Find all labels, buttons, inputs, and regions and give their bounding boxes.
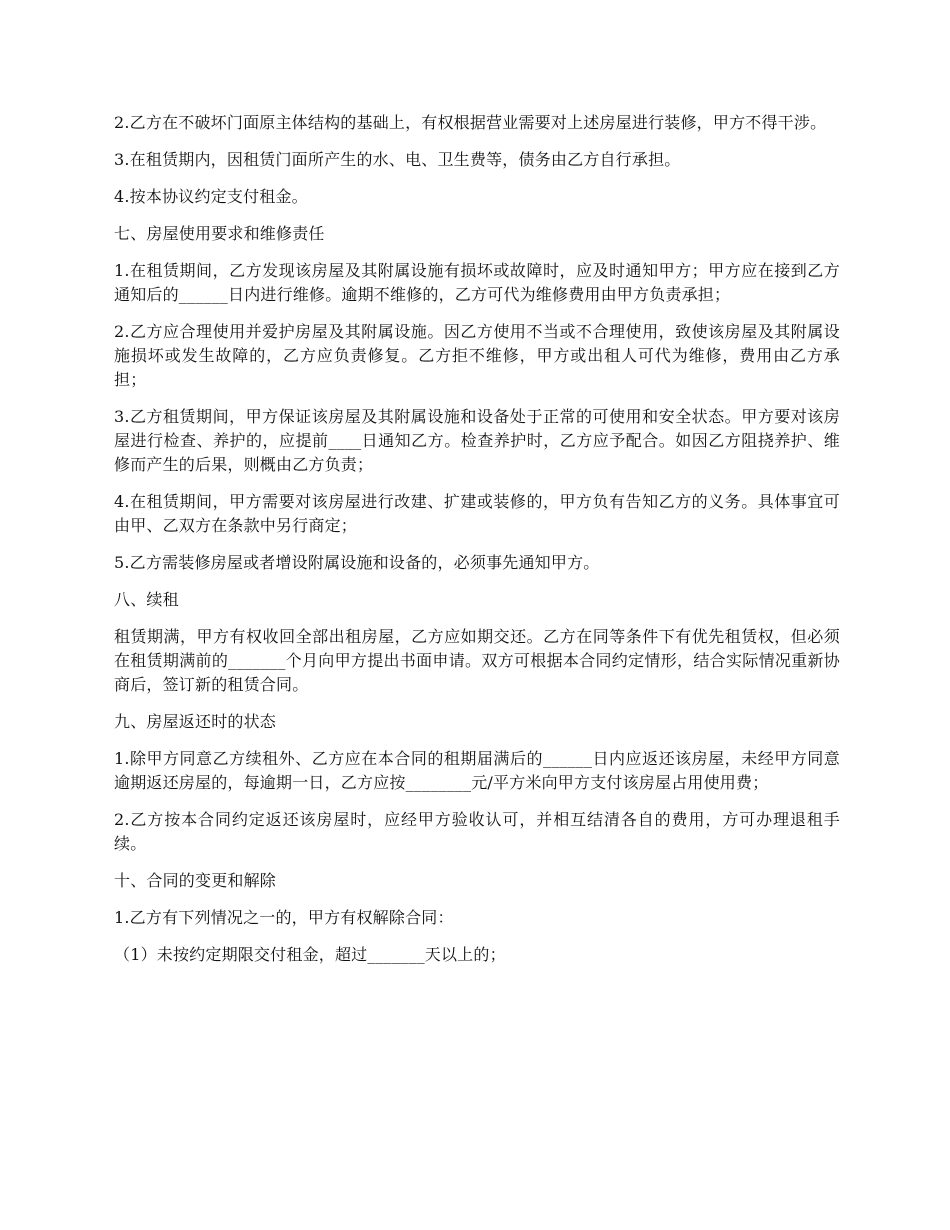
section-10-item-1: （1）未按约定期限交付租金，超过_______天以上的； bbox=[114, 945, 506, 964]
clause-3-utilities: 3.在租赁期内，因租赁门面所产生的水、电、卫生费等，债务由乙方自行承担。 bbox=[114, 150, 681, 169]
section-7-clause-5: 5.乙方需装修房屋或者增设附属设施和设备的，必须事先通知甲方。 bbox=[114, 553, 600, 572]
section-8-heading: 八、续租 bbox=[114, 590, 179, 609]
section-9-clause-2: 2.乙方按本合同约定返还该房屋时，应经甲方验收认可，并相互结清各自的费用，方可办理退租手续。 bbox=[114, 810, 840, 853]
section-7-heading: 七、房屋使用要求和维修责任 bbox=[114, 224, 325, 243]
section-7-clause-3: 3.乙方租赁期间，甲方保证该房屋及其附属设施和设备处于正常的可使用和安全状态。甲方要对该房屋进行检查、养护的，应提前____日通知乙方。检查养护时，乙方应予配合。如因乙方阻挠养护、维修而产生的后果，则概由乙方负责； bbox=[114, 407, 840, 474]
section-9-clause-1: 1.除甲方同意乙方续租外、乙方应在本合同的租期届满后的______日内应返还该房屋，未经甲方同意逾期返还房屋的，每逾期一日，乙方应按________元/平方米向甲方支付该房屋占用使用费； bbox=[114, 749, 840, 792]
section-9-heading: 九、房屋返还时的状态 bbox=[114, 712, 277, 731]
section-7-clause-2: 2.乙方应合理使用并爱护房屋及其附属设施。因乙方使用不当或不合理使用，致使该房屋及其附属设施损坏或发生故障的，乙方应负责修复。乙方拒不维修，甲方或出租人可代为维修，费用由乙方承担； bbox=[114, 322, 840, 389]
section-7-clause-1: 1.在租赁期间，乙方发现该房屋及其附属设施有损坏或故障时，应及时通知甲方；甲方应在接到乙方通知后的______日内进行维修。逾期不维修的，乙方可代为维修费用由甲方负责承担； bbox=[114, 261, 840, 304]
section-10-clause-1: 1.乙方有下列情况之一的，甲方有权解除合同： bbox=[114, 908, 454, 927]
document-page bbox=[114, 111, 840, 980]
section-7-clause-4: 4.在租赁期间，甲方需要对该房屋进行改建、扩建或装修的，甲方负有告知乙方的义务。具体事宜可由甲、乙双方在条款中另行商定； bbox=[114, 492, 840, 535]
clause-2-renovation: 2.乙方在不破坏门面原主体结构的基础上，有权根据营业需要对上述房屋进行装修，甲方不得干涉。 bbox=[114, 113, 827, 132]
section-8-body: 租赁期满，甲方有权收回全部出租房屋，乙方应如期交还。乙方在同等条件下有优先租赁权，但必须在租赁期满前的_______个月向甲方提出书面申请。双方可根据本合同约定情形，结合实际情况重新协商后，签订新的租赁合同。 bbox=[114, 627, 840, 694]
clause-4-rent-payment: 4.按本协议约定支付租金。 bbox=[114, 187, 308, 206]
section-10-heading: 十、合同的变更和解除 bbox=[114, 871, 277, 890]
